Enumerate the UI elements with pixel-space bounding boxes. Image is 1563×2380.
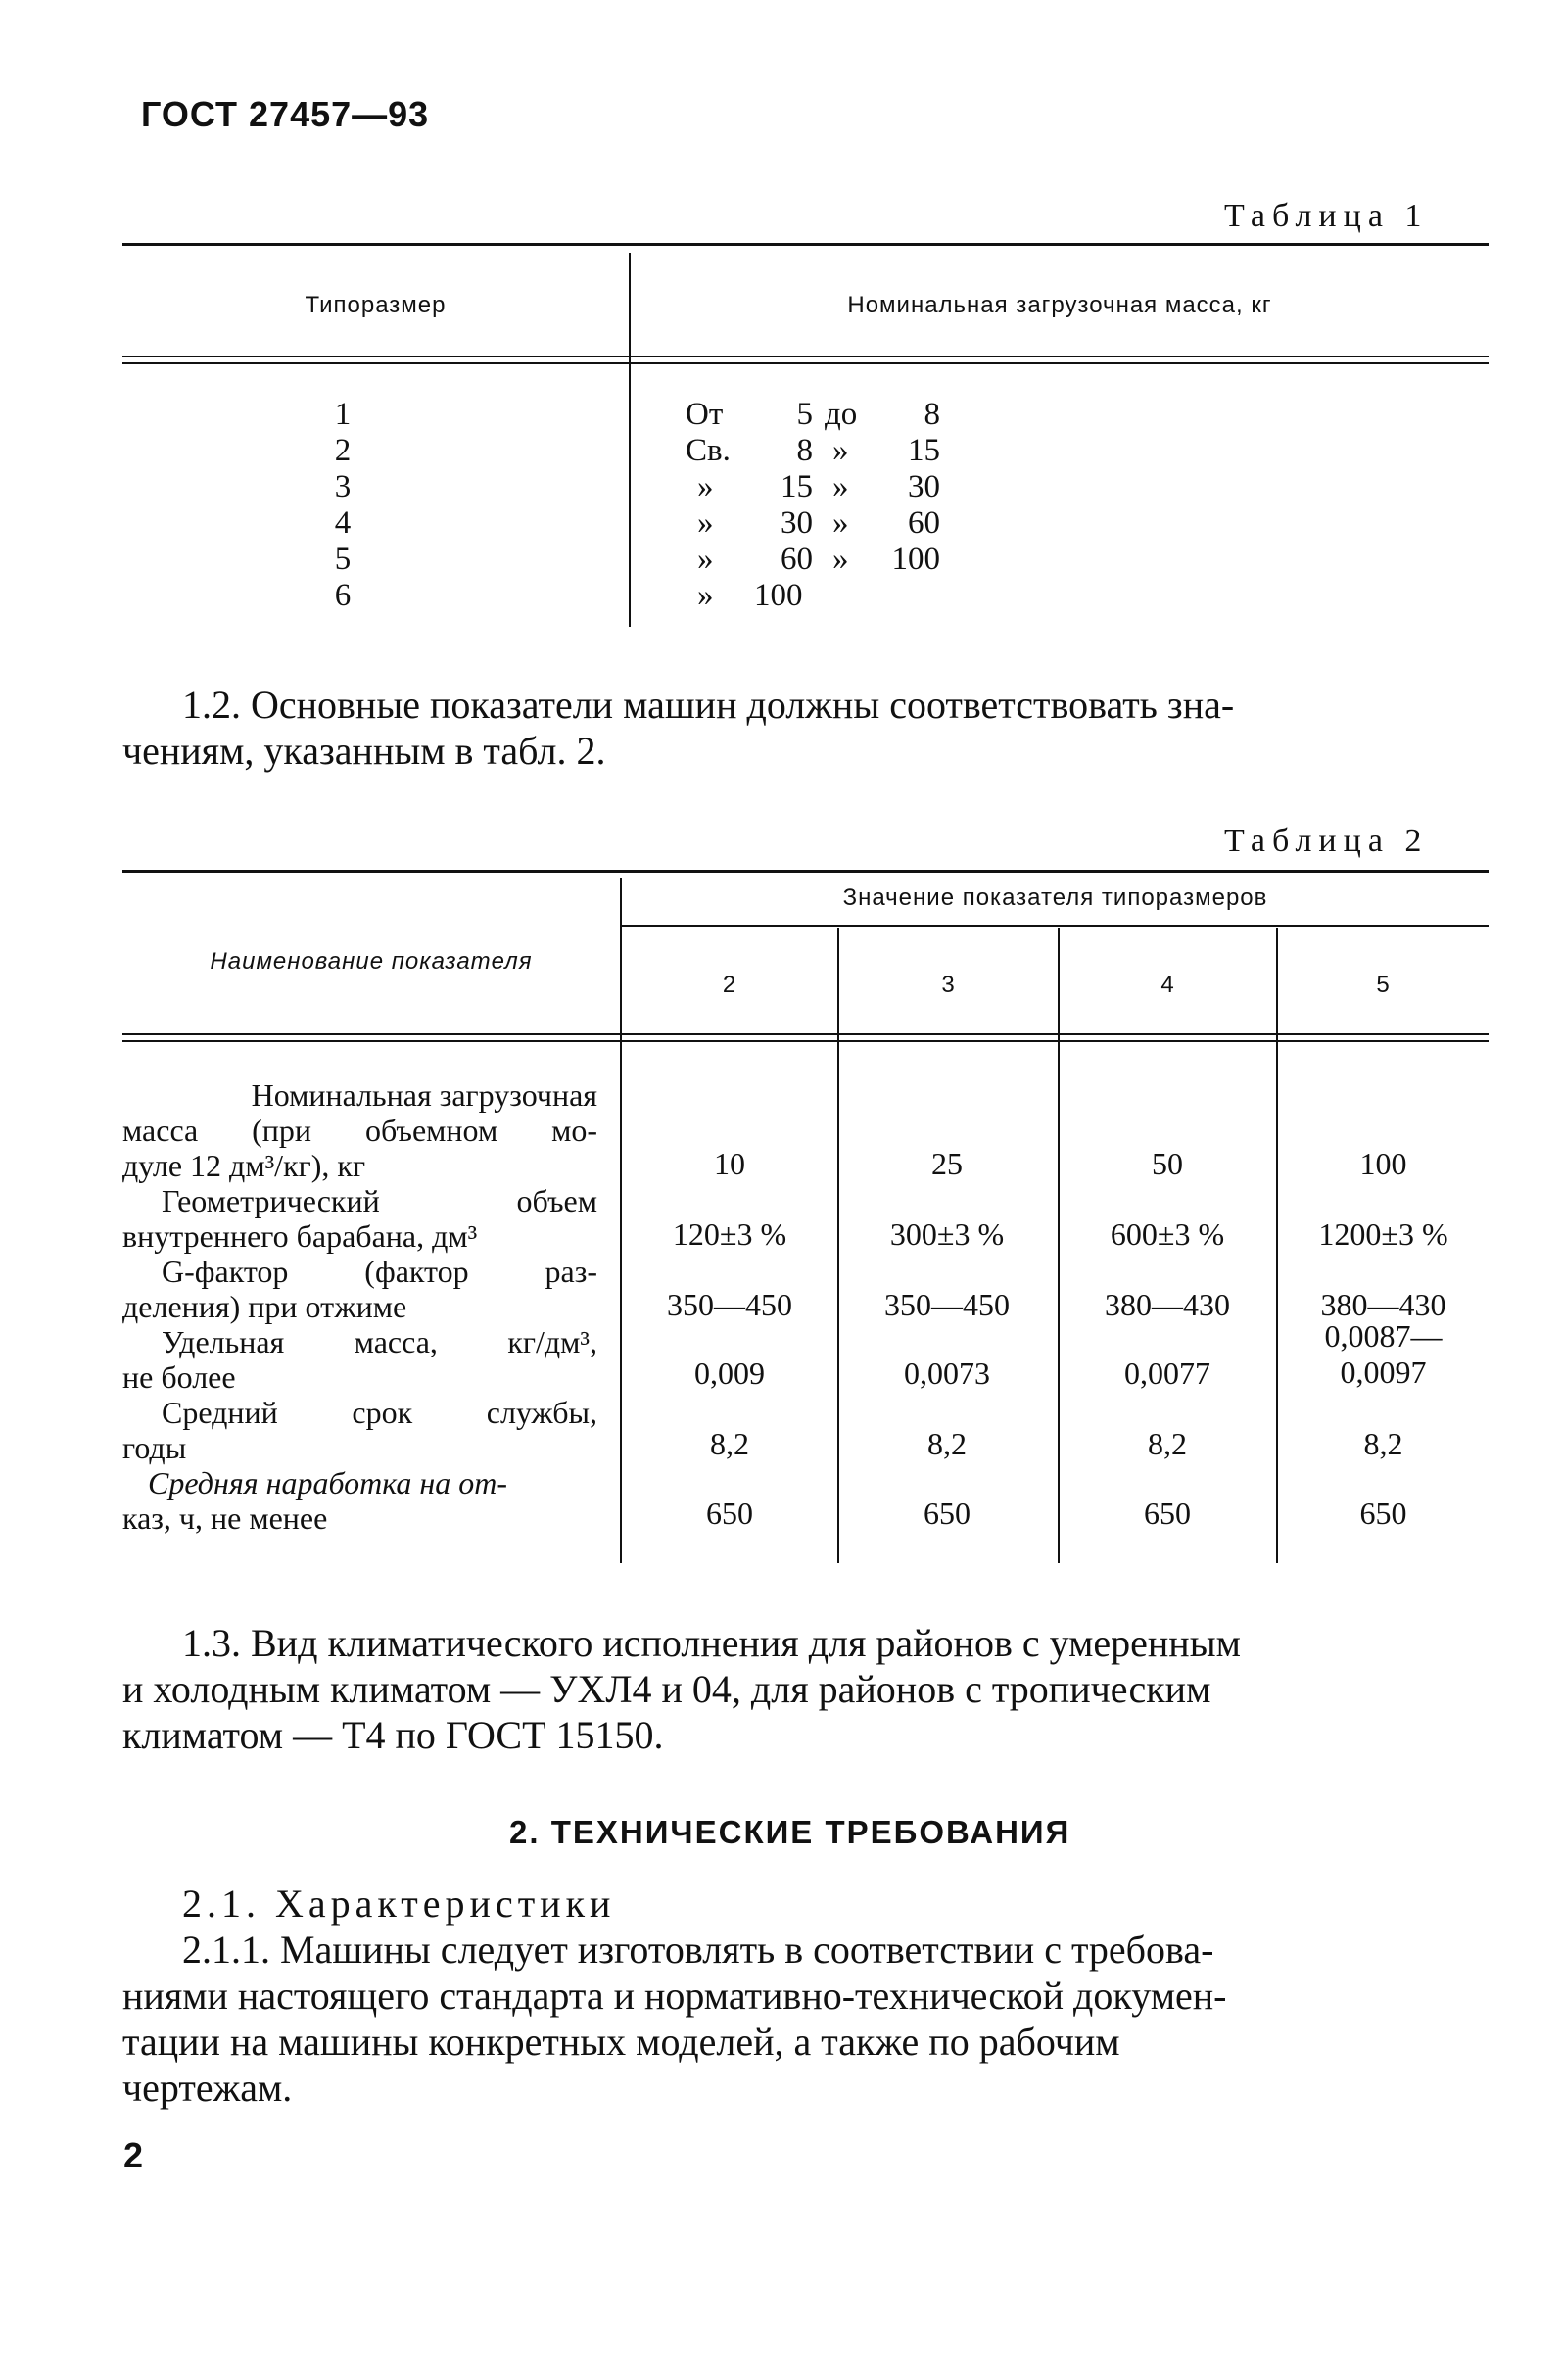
- table2-caption: Таблица 2: [1224, 823, 1429, 859]
- table2-value-cell: 120±3 %: [672, 1216, 787, 1252]
- table2-size-header: 3: [941, 972, 956, 998]
- table2-value-cell: 600±3 %: [1110, 1216, 1225, 1252]
- table2-value-cell: 10: [714, 1146, 745, 1181]
- table2-header-rule-a: [122, 1033, 1489, 1035]
- paragraph-1-3-line-3: климатом — Т4 по ГОСТ 15150.: [122, 1713, 664, 1757]
- table2-value-cell: 650: [706, 1496, 753, 1531]
- table1-caption: Таблица 1: [1224, 198, 1429, 234]
- row-name-line: годы: [122, 1430, 187, 1465]
- range-prefix: »: [697, 505, 714, 541]
- table2-value-cell: 650: [1144, 1496, 1191, 1531]
- table2-value-cell: 350—450: [667, 1287, 792, 1322]
- table2-name-column: [122, 1077, 597, 1536]
- table2-value-cell: 0,009: [694, 1356, 765, 1391]
- section-2-title: 2. ТЕХНИЧЕСКИЕ ТРЕБОВАНИЯ: [509, 1814, 1071, 1850]
- document-code: ГОСТ 27457—93: [141, 94, 430, 134]
- table2-value-cell: 8,2: [1148, 1426, 1187, 1461]
- range-prefix: Св.: [686, 433, 731, 468]
- table1-mass-column: [686, 397, 979, 614]
- range-to: 30: [908, 469, 940, 504]
- table2-value-cell: 0,0077: [1124, 1356, 1210, 1391]
- range-conj: »: [832, 433, 849, 468]
- subsection-2-1-title: 2.1. Характеристики: [182, 1881, 616, 1926]
- table1-header-mass: Номинальная загрузочная масса, кг: [847, 292, 1272, 318]
- table1-mass-row: [686, 505, 979, 542]
- table2-group-rule: [622, 925, 1489, 927]
- row-name-line: каз, ч, не менее: [122, 1500, 328, 1536]
- paragraph-1-3-line-2: и холодным климатом — УХЛ4 и 04, для районов с тропическим: [122, 1667, 1211, 1711]
- table1-size-cell: 1: [334, 397, 352, 432]
- range-prefix: »: [697, 542, 714, 577]
- table1-header-rule-b: [122, 362, 1489, 364]
- table1-mass-row: [686, 542, 979, 578]
- table2-name-header: Наименование показателя: [210, 948, 533, 975]
- row-name-line: внутреннего барабана, дм³: [122, 1218, 478, 1254]
- range-from: 15: [781, 469, 813, 504]
- range-conj: до: [825, 397, 858, 432]
- row-name-line: масса (при объемном мо-: [122, 1113, 597, 1148]
- paragraph-2-1-1-line-3: тации на машины конкретных моделей, а также по рабочим: [122, 2020, 1120, 2064]
- range-from: 100: [754, 578, 803, 613]
- table1-size-cell: 6: [334, 578, 352, 613]
- range-to: 8: [924, 397, 940, 432]
- row-name-line: Средняя наработка на от-: [148, 1465, 508, 1500]
- table2-value-cell: 0,0087— 0,0097: [1324, 1318, 1443, 1390]
- range-prefix: »: [697, 578, 714, 613]
- table1-size-cell: 3: [334, 469, 352, 504]
- paragraph-2-1-1-line-2: ниями настоящего стандарта и нормативно-технической докумен-: [122, 1974, 1227, 2018]
- row-name-line: деления) при отжиме: [122, 1289, 407, 1324]
- range-from: 8: [796, 433, 813, 468]
- range-prefix: От: [686, 397, 724, 432]
- table2-value-cell: 25: [931, 1146, 963, 1181]
- table2-value-cell: 650: [1359, 1496, 1407, 1531]
- range-prefix: »: [697, 469, 714, 504]
- range-from: 60: [781, 542, 813, 577]
- table2-value-cell: 380—430: [1105, 1287, 1230, 1322]
- table1-header-rule-a: [122, 356, 1489, 357]
- table1-header-size: Типоразмер: [305, 292, 447, 318]
- table2-value-cell: 350—450: [884, 1287, 1010, 1322]
- table2-group-header: Значение показателя типоразмеров: [842, 884, 1268, 911]
- row-name-line: Средний срок службы,: [162, 1395, 597, 1430]
- table2-top-rule: [122, 870, 1489, 873]
- table1-mass-row: [686, 397, 979, 433]
- table2-value-cell: 100: [1359, 1146, 1407, 1181]
- range-to: 60: [908, 505, 940, 541]
- range-conj: »: [832, 542, 849, 577]
- table1-top-rule: [122, 243, 1489, 246]
- table2-value-cell: 0,0073: [904, 1356, 990, 1391]
- table2-value-cell: 650: [924, 1496, 971, 1531]
- table2-value-cell: 300±3 %: [889, 1216, 1005, 1252]
- range-conj: »: [832, 505, 849, 541]
- table2-value-cell: 8,2: [710, 1426, 749, 1461]
- row-name-line: Номинальная загрузочная: [251, 1077, 597, 1113]
- table2-size-header: 5: [1376, 972, 1391, 998]
- table2-header-rule-b: [122, 1040, 1489, 1042]
- row-name-line: Удельная масса, кг/дм³,: [162, 1324, 597, 1359]
- range-to: 100: [891, 542, 940, 577]
- range-to: 15: [908, 433, 940, 468]
- paragraph-2-1-1-line-1: 2.1.1. Машины следует изготовлять в соответствии с требова-: [182, 1928, 1214, 1972]
- paragraph-1-2-line-1: 1.2. Основные показатели машин должны соответствовать зна-: [182, 683, 1235, 727]
- paragraph-1-2-line-2: чениям, указанным в табл. 2.: [122, 729, 606, 773]
- range-from: 5: [796, 397, 813, 432]
- table2-size-header: 4: [1160, 972, 1175, 998]
- table1-size-cell: 5: [334, 542, 352, 577]
- table1-size-column: [294, 397, 392, 614]
- table2-value-cell: 380—430: [1320, 1287, 1446, 1322]
- table1-mass-row: [686, 433, 979, 469]
- table1-mass-row: [686, 578, 979, 614]
- row-name-line: G-фактор (фактор раз-: [162, 1254, 597, 1289]
- table2-size-header: 2: [722, 972, 737, 998]
- table1-size-cell: 4: [334, 505, 352, 541]
- paragraph-2-1-1-line-4: чертежам.: [122, 2066, 293, 2110]
- table2-value-cell: 8,2: [927, 1426, 967, 1461]
- paragraph-1-3-line-1: 1.3. Вид климатического исполнения для районов с умеренным: [182, 1621, 1241, 1665]
- table2-value-cell: 8,2: [1363, 1426, 1403, 1461]
- page-number: 2: [123, 2135, 144, 2175]
- row-name-line: не более: [122, 1359, 236, 1395]
- row-name-line: Геометрический объем: [162, 1183, 597, 1218]
- range-conj: »: [832, 469, 849, 504]
- table2-value-cell: 50: [1152, 1146, 1183, 1181]
- table1-mass-row: [686, 469, 979, 505]
- table2-value-cell: 1200±3 %: [1318, 1216, 1448, 1252]
- range-from: 30: [781, 505, 813, 541]
- row-name-line: дуле 12 дм³/кг), кг: [122, 1148, 366, 1183]
- table1-size-cell: 2: [334, 433, 352, 468]
